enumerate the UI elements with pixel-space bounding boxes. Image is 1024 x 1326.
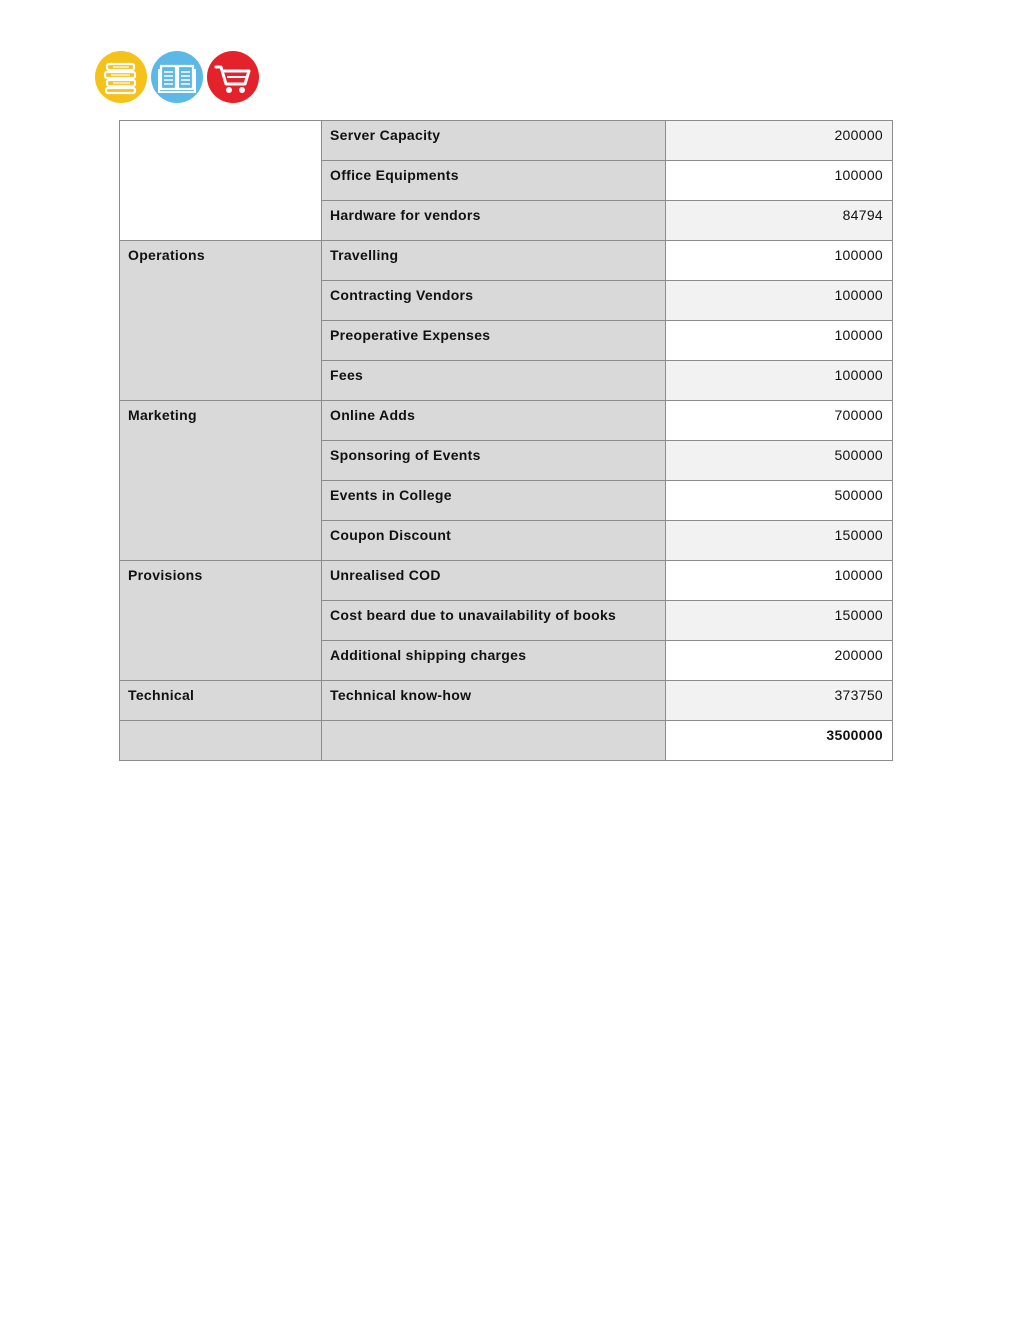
amount-cell: 500000 bbox=[666, 481, 893, 521]
item-label-cell: Cost beard due to unavailability of books bbox=[322, 601, 666, 641]
amount-cell: 200000 bbox=[666, 121, 893, 161]
amount-cell: 84794 bbox=[666, 201, 893, 241]
total-row bbox=[120, 721, 893, 761]
category-cell bbox=[120, 121, 322, 241]
category-cell: Provisions bbox=[120, 561, 322, 681]
item-label-cell: Unrealised COD bbox=[322, 561, 666, 601]
category-cell: Operations bbox=[120, 241, 322, 401]
open-book-icon bbox=[151, 51, 203, 103]
item-label-cell: Fees bbox=[322, 361, 666, 401]
amount-cell: 200000 bbox=[666, 641, 893, 681]
item-label-cell: Sponsoring of Events bbox=[322, 441, 666, 481]
item-label-cell: Contracting Vendors bbox=[322, 281, 666, 321]
budget-table bbox=[119, 120, 893, 761]
amount-cell: 100000 bbox=[666, 361, 893, 401]
total-amount-cell: 3500000 bbox=[666, 721, 893, 761]
table-row bbox=[120, 561, 893, 601]
amount-cell: 100000 bbox=[666, 281, 893, 321]
amount-cell: 100000 bbox=[666, 241, 893, 281]
table-row bbox=[120, 241, 893, 281]
table-row bbox=[120, 401, 893, 441]
total-empty-cell bbox=[120, 721, 322, 761]
amount-cell: 100000 bbox=[666, 161, 893, 201]
total-empty-cell bbox=[322, 721, 666, 761]
item-label-cell: Preoperative Expenses bbox=[322, 321, 666, 361]
amount-cell: 150000 bbox=[666, 601, 893, 641]
amount-cell: 500000 bbox=[666, 441, 893, 481]
amount-cell: 373750 bbox=[666, 681, 893, 721]
item-label-cell: Additional shipping charges bbox=[322, 641, 666, 681]
item-label-cell: Travelling bbox=[322, 241, 666, 281]
amount-cell: 100000 bbox=[666, 561, 893, 601]
item-label-cell: Hardware for vendors bbox=[322, 201, 666, 241]
logo-group bbox=[95, 51, 259, 103]
shopping-cart-icon bbox=[207, 51, 259, 103]
amount-cell: 150000 bbox=[666, 521, 893, 561]
category-cell: Technical bbox=[120, 681, 322, 721]
category-cell: Marketing bbox=[120, 401, 322, 561]
amount-cell: 100000 bbox=[666, 321, 893, 361]
item-label-cell: Events in College bbox=[322, 481, 666, 521]
books-stack-icon bbox=[95, 51, 147, 103]
amount-cell: 700000 bbox=[666, 401, 893, 441]
item-label-cell: Coupon Discount bbox=[322, 521, 666, 561]
item-label-cell: Office Equipments bbox=[322, 161, 666, 201]
table-row bbox=[120, 121, 893, 161]
item-label-cell: Technical know-how bbox=[322, 681, 666, 721]
item-label-cell: Server Capacity bbox=[322, 121, 666, 161]
item-label-cell: Online Adds bbox=[322, 401, 666, 441]
table-row bbox=[120, 681, 893, 721]
